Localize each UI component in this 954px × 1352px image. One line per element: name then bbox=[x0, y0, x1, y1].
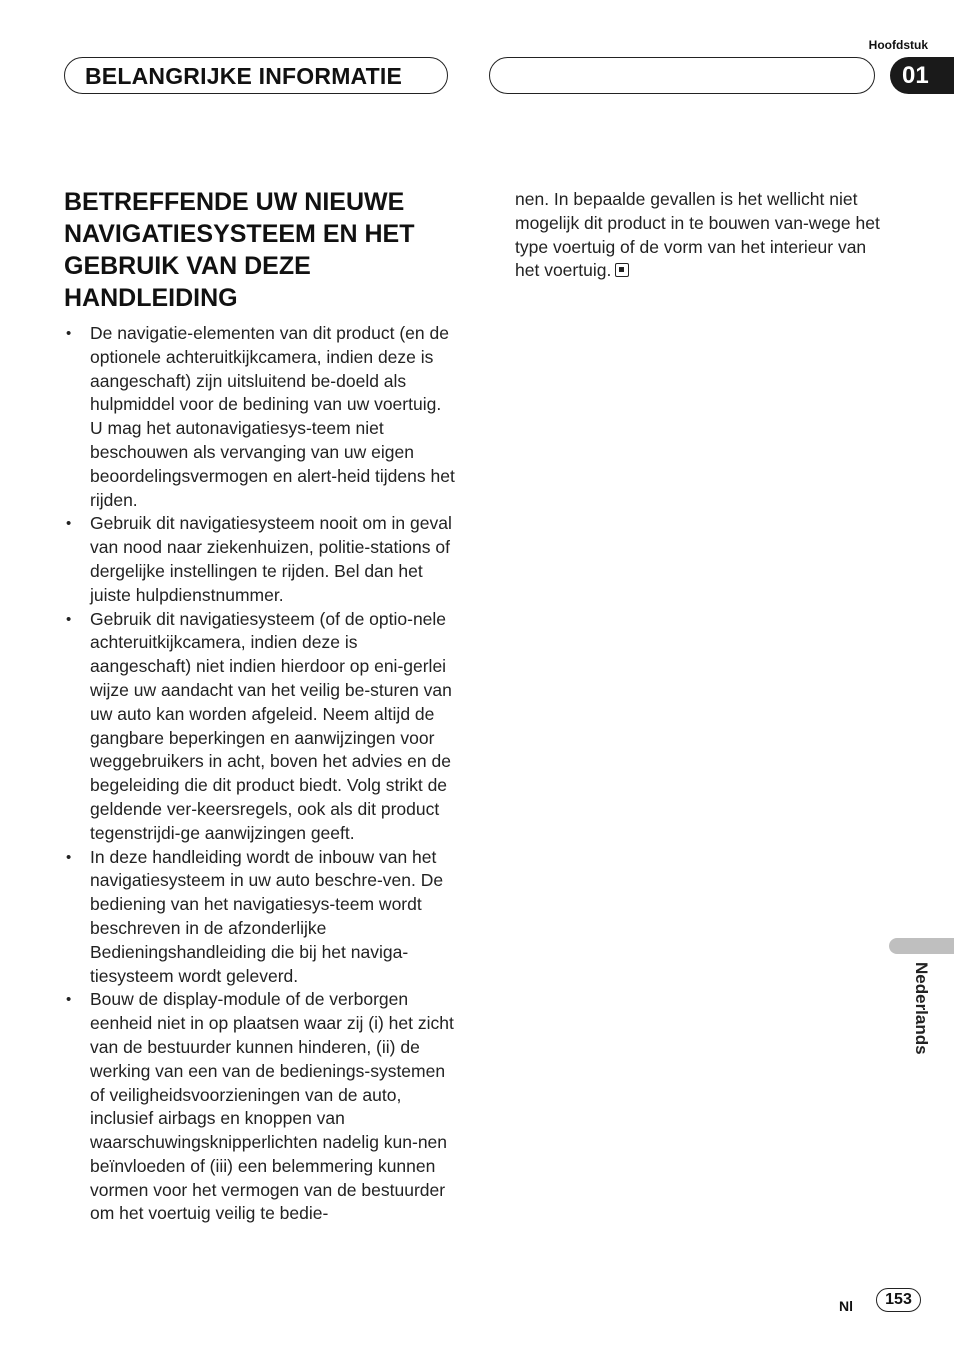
footer-language-code: Nl bbox=[839, 1298, 853, 1314]
section-header-pill bbox=[64, 57, 448, 94]
list-item-text: De navigatie-elementen van dit product (en de optionele achteruitkijkcamera, indien deze is aangeschaft) zijn uitsluitend be-doeld als hulpmiddel voor de bedining van uw voertuig. U mag het autonavigatiesys-teem niet beschouwen als vervanging van uw eigen beoordelingsvermogen en alert-heid tijdens het rijden. bbox=[90, 323, 455, 510]
language-label bbox=[912, 962, 930, 1080]
language-tab bbox=[889, 938, 954, 954]
list-item-text: Gebruik dit navigatiesysteem (of de optio-nele achteruitkijkcamera, indien deze is aangeschaft) niet indien hierdoor op eni-gerlei wijze uw aandacht van het veilig be-sturen van uw auto kan worden afgeleid. Neem altijd de gangbare beperkingen en aanwijzingen voor weggebruikers in acht, boven het advies en de begeleiding die dit product biedt. Volg strikt de geldende ver-keersregels, ook als dit product tegenstrijdi-ge aanwijzingen geeft. bbox=[90, 608, 452, 843]
page-number: 153 bbox=[876, 1288, 921, 1312]
bullet-dot-icon: • bbox=[66, 610, 72, 628]
list-item bbox=[64, 988, 456, 1226]
bullet-dot-icon: • bbox=[66, 848, 72, 866]
left-column bbox=[64, 322, 456, 1226]
chapter-label: Hoofdstuk bbox=[868, 38, 928, 52]
bullet-list bbox=[64, 322, 456, 1226]
list-item-text: Gebruik dit navigatiesysteem nooit om in geval van nood naar ziekenhuizen, politie-stations of dergelijke instellingen te rijden. Bel dan het juiste hulpdienstnummer. bbox=[90, 513, 452, 605]
page-title bbox=[64, 186, 464, 314]
right-column bbox=[515, 188, 883, 283]
list-item bbox=[64, 322, 456, 512]
list-item-text: Bouw de display-module of de verborgen eenheid niet in op plaatsen waar zij (i) het zicht van de bestuurder kunnen hinderen, (ii) de werking van een van de bedienings-systemen of veiligheidsvoorzieningen van de auto, inclusief airbags en knoppen van waarschuwingsknipperlichten nadelig kun-nen beïnvloeden of (iii) een belemmering kunnen vormen voor het vermogen van de bestuurder om het voertuig veilig te bedie- bbox=[90, 989, 454, 1224]
list-item bbox=[64, 608, 456, 846]
list-item bbox=[64, 512, 456, 607]
list-item bbox=[64, 846, 456, 989]
list-item-text: In deze handleiding wordt de inbouw van het navigatiesysteem in uw auto beschre-ven. De bediening van het navigatiesys-teem wordt beschreven in de afzonderlijke Bedieningshandleiding die bij het naviga-tiesysteem wordt geleverd. bbox=[90, 846, 444, 986]
language-label-text: Nederlands bbox=[912, 962, 931, 1055]
bullet-dot-icon: • bbox=[66, 991, 72, 1009]
bullet-dot-icon: • bbox=[66, 515, 72, 533]
page-title-text: BETREFFENDE UW NIEUWE NAVIGATIESYSTEEM EN HET GEBRUIK VAN DEZE HANDLEIDING bbox=[64, 188, 415, 312]
header-empty-pill bbox=[489, 57, 875, 94]
end-of-section-icon bbox=[615, 263, 629, 277]
continuation-text: nen. In bepaalde gevallen is het wellicht niet mogelijk dit product in te bouwen van-wege het type voertuig of de vorm van het interieur van het voertuig. bbox=[515, 189, 880, 281]
section-header-text: BELANGRIJKE INFORMATIE bbox=[85, 63, 403, 89]
chapter-number-badge: 01 bbox=[890, 57, 954, 94]
section-header-title bbox=[85, 62, 402, 90]
bullet-dot-icon: • bbox=[66, 325, 72, 342]
